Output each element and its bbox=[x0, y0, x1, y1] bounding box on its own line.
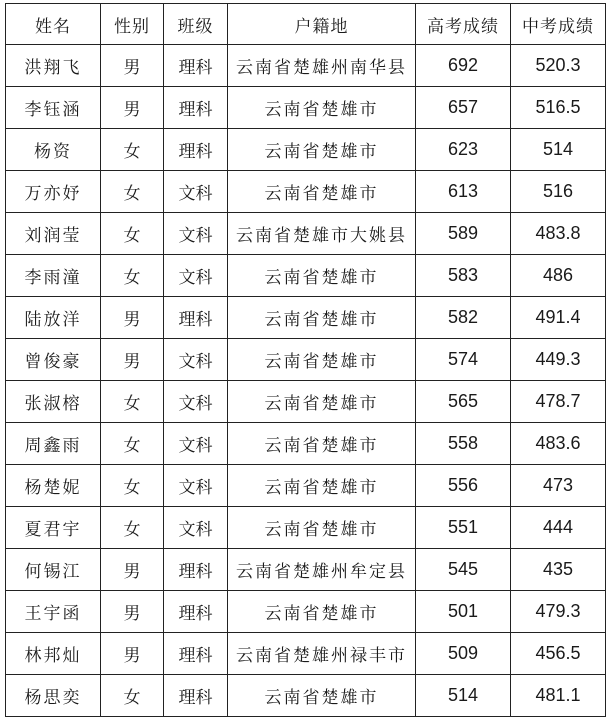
header-name: 姓名 bbox=[6, 4, 101, 45]
cell-name: 杨思奕 bbox=[6, 675, 101, 717]
cell-zhongkao-score: 483.8 bbox=[511, 213, 606, 255]
cell-name: 林邦灿 bbox=[6, 633, 101, 675]
header-row bbox=[6, 4, 606, 45]
cell-gaokao-score: 582 bbox=[416, 297, 511, 339]
cell-zhongkao-score: 516.5 bbox=[511, 87, 606, 129]
cell-class: 文科 bbox=[164, 381, 228, 423]
score-table bbox=[5, 3, 606, 717]
table-row bbox=[6, 675, 606, 717]
cell-name: 陆放洋 bbox=[6, 297, 101, 339]
cell-gender: 女 bbox=[101, 465, 164, 507]
cell-gender: 男 bbox=[101, 633, 164, 675]
cell-zhongkao-score: 516 bbox=[511, 171, 606, 213]
table-row bbox=[6, 465, 606, 507]
cell-hometown: 云南省楚雄市 bbox=[228, 87, 416, 129]
cell-gender: 女 bbox=[101, 213, 164, 255]
table-row bbox=[6, 45, 606, 87]
score-table-container bbox=[5, 3, 606, 717]
cell-gender: 男 bbox=[101, 591, 164, 633]
cell-gaokao-score: 501 bbox=[416, 591, 511, 633]
table-row bbox=[6, 171, 606, 213]
cell-name: 万亦妤 bbox=[6, 171, 101, 213]
cell-hometown: 云南省楚雄市 bbox=[228, 171, 416, 213]
cell-gaokao-score: 623 bbox=[416, 129, 511, 171]
cell-zhongkao-score: 479.3 bbox=[511, 591, 606, 633]
cell-name: 洪翔飞 bbox=[6, 45, 101, 87]
cell-gaokao-score: 551 bbox=[416, 507, 511, 549]
cell-zhongkao-score: 481.1 bbox=[511, 675, 606, 717]
cell-hometown: 云南省楚雄市 bbox=[228, 507, 416, 549]
table-row bbox=[6, 297, 606, 339]
cell-zhongkao-score: 473 bbox=[511, 465, 606, 507]
table-header bbox=[6, 4, 606, 45]
cell-gaokao-score: 565 bbox=[416, 381, 511, 423]
cell-class: 文科 bbox=[164, 423, 228, 465]
cell-gaokao-score: 556 bbox=[416, 465, 511, 507]
cell-gender: 男 bbox=[101, 297, 164, 339]
cell-gender: 女 bbox=[101, 381, 164, 423]
cell-gaokao-score: 514 bbox=[416, 675, 511, 717]
cell-class: 文科 bbox=[164, 171, 228, 213]
cell-class: 文科 bbox=[164, 507, 228, 549]
cell-zhongkao-score: 449.3 bbox=[511, 339, 606, 381]
cell-gender: 男 bbox=[101, 87, 164, 129]
cell-zhongkao-score: 514 bbox=[511, 129, 606, 171]
cell-class: 理科 bbox=[164, 591, 228, 633]
header-gender: 性别 bbox=[101, 4, 164, 45]
table-row bbox=[6, 255, 606, 297]
cell-gender: 男 bbox=[101, 549, 164, 591]
table-row bbox=[6, 507, 606, 549]
cell-name: 曾俊豪 bbox=[6, 339, 101, 381]
cell-class: 理科 bbox=[164, 633, 228, 675]
cell-class: 理科 bbox=[164, 549, 228, 591]
cell-zhongkao-score: 435 bbox=[511, 549, 606, 591]
cell-name: 夏君宇 bbox=[6, 507, 101, 549]
table-row bbox=[6, 633, 606, 675]
cell-hometown: 云南省楚雄市 bbox=[228, 297, 416, 339]
cell-class: 理科 bbox=[164, 129, 228, 171]
cell-hometown: 云南省楚雄州禄丰市 bbox=[228, 633, 416, 675]
cell-gaokao-score: 692 bbox=[416, 45, 511, 87]
cell-name: 张淑榕 bbox=[6, 381, 101, 423]
table-body bbox=[6, 45, 606, 717]
cell-zhongkao-score: 456.5 bbox=[511, 633, 606, 675]
cell-class: 文科 bbox=[164, 465, 228, 507]
table-row bbox=[6, 213, 606, 255]
cell-hometown: 云南省楚雄市大姚县 bbox=[228, 213, 416, 255]
cell-zhongkao-score: 520.3 bbox=[511, 45, 606, 87]
cell-zhongkao-score: 486 bbox=[511, 255, 606, 297]
cell-gaokao-score: 657 bbox=[416, 87, 511, 129]
table-row bbox=[6, 549, 606, 591]
header-hometown: 户籍地 bbox=[228, 4, 416, 45]
cell-zhongkao-score: 483.6 bbox=[511, 423, 606, 465]
cell-gender: 女 bbox=[101, 423, 164, 465]
cell-class: 文科 bbox=[164, 339, 228, 381]
cell-gender: 女 bbox=[101, 171, 164, 213]
table-row bbox=[6, 339, 606, 381]
header-class: 班级 bbox=[164, 4, 228, 45]
cell-class: 理科 bbox=[164, 45, 228, 87]
cell-class: 理科 bbox=[164, 87, 228, 129]
cell-hometown: 云南省楚雄市 bbox=[228, 423, 416, 465]
cell-name: 刘润莹 bbox=[6, 213, 101, 255]
cell-zhongkao-score: 478.7 bbox=[511, 381, 606, 423]
cell-gender: 女 bbox=[101, 129, 164, 171]
cell-name: 杨楚妮 bbox=[6, 465, 101, 507]
cell-hometown: 云南省楚雄市 bbox=[228, 381, 416, 423]
cell-hometown: 云南省楚雄市 bbox=[228, 465, 416, 507]
cell-gaokao-score: 589 bbox=[416, 213, 511, 255]
cell-name: 周鑫雨 bbox=[6, 423, 101, 465]
cell-class: 文科 bbox=[164, 255, 228, 297]
cell-hometown: 云南省楚雄市 bbox=[228, 339, 416, 381]
cell-name: 李钰涵 bbox=[6, 87, 101, 129]
cell-gender: 男 bbox=[101, 339, 164, 381]
cell-gaokao-score: 583 bbox=[416, 255, 511, 297]
cell-hometown: 云南省楚雄市 bbox=[228, 255, 416, 297]
cell-gaokao-score: 509 bbox=[416, 633, 511, 675]
cell-zhongkao-score: 444 bbox=[511, 507, 606, 549]
cell-gaokao-score: 558 bbox=[416, 423, 511, 465]
cell-gender: 男 bbox=[101, 45, 164, 87]
table-row bbox=[6, 87, 606, 129]
cell-class: 理科 bbox=[164, 297, 228, 339]
table-row bbox=[6, 381, 606, 423]
cell-name: 王宇函 bbox=[6, 591, 101, 633]
cell-hometown: 云南省楚雄州牟定县 bbox=[228, 549, 416, 591]
cell-gender: 女 bbox=[101, 507, 164, 549]
cell-gaokao-score: 545 bbox=[416, 549, 511, 591]
cell-gaokao-score: 613 bbox=[416, 171, 511, 213]
table-row bbox=[6, 423, 606, 465]
cell-hometown: 云南省楚雄市 bbox=[228, 591, 416, 633]
cell-hometown: 云南省楚雄市 bbox=[228, 675, 416, 717]
cell-gender: 女 bbox=[101, 255, 164, 297]
cell-name: 李雨潼 bbox=[6, 255, 101, 297]
table-row bbox=[6, 591, 606, 633]
cell-hometown: 云南省楚雄州南华县 bbox=[228, 45, 416, 87]
cell-name: 何锡江 bbox=[6, 549, 101, 591]
cell-gender: 女 bbox=[101, 675, 164, 717]
table-row bbox=[6, 129, 606, 171]
cell-class: 文科 bbox=[164, 213, 228, 255]
cell-hometown: 云南省楚雄市 bbox=[228, 129, 416, 171]
cell-gaokao-score: 574 bbox=[416, 339, 511, 381]
cell-zhongkao-score: 491.4 bbox=[511, 297, 606, 339]
header-zhongkao-score: 中考成绩 bbox=[511, 4, 606, 45]
header-gaokao-score: 高考成绩 bbox=[416, 4, 511, 45]
cell-class: 理科 bbox=[164, 675, 228, 717]
cell-name: 杨资 bbox=[6, 129, 101, 171]
